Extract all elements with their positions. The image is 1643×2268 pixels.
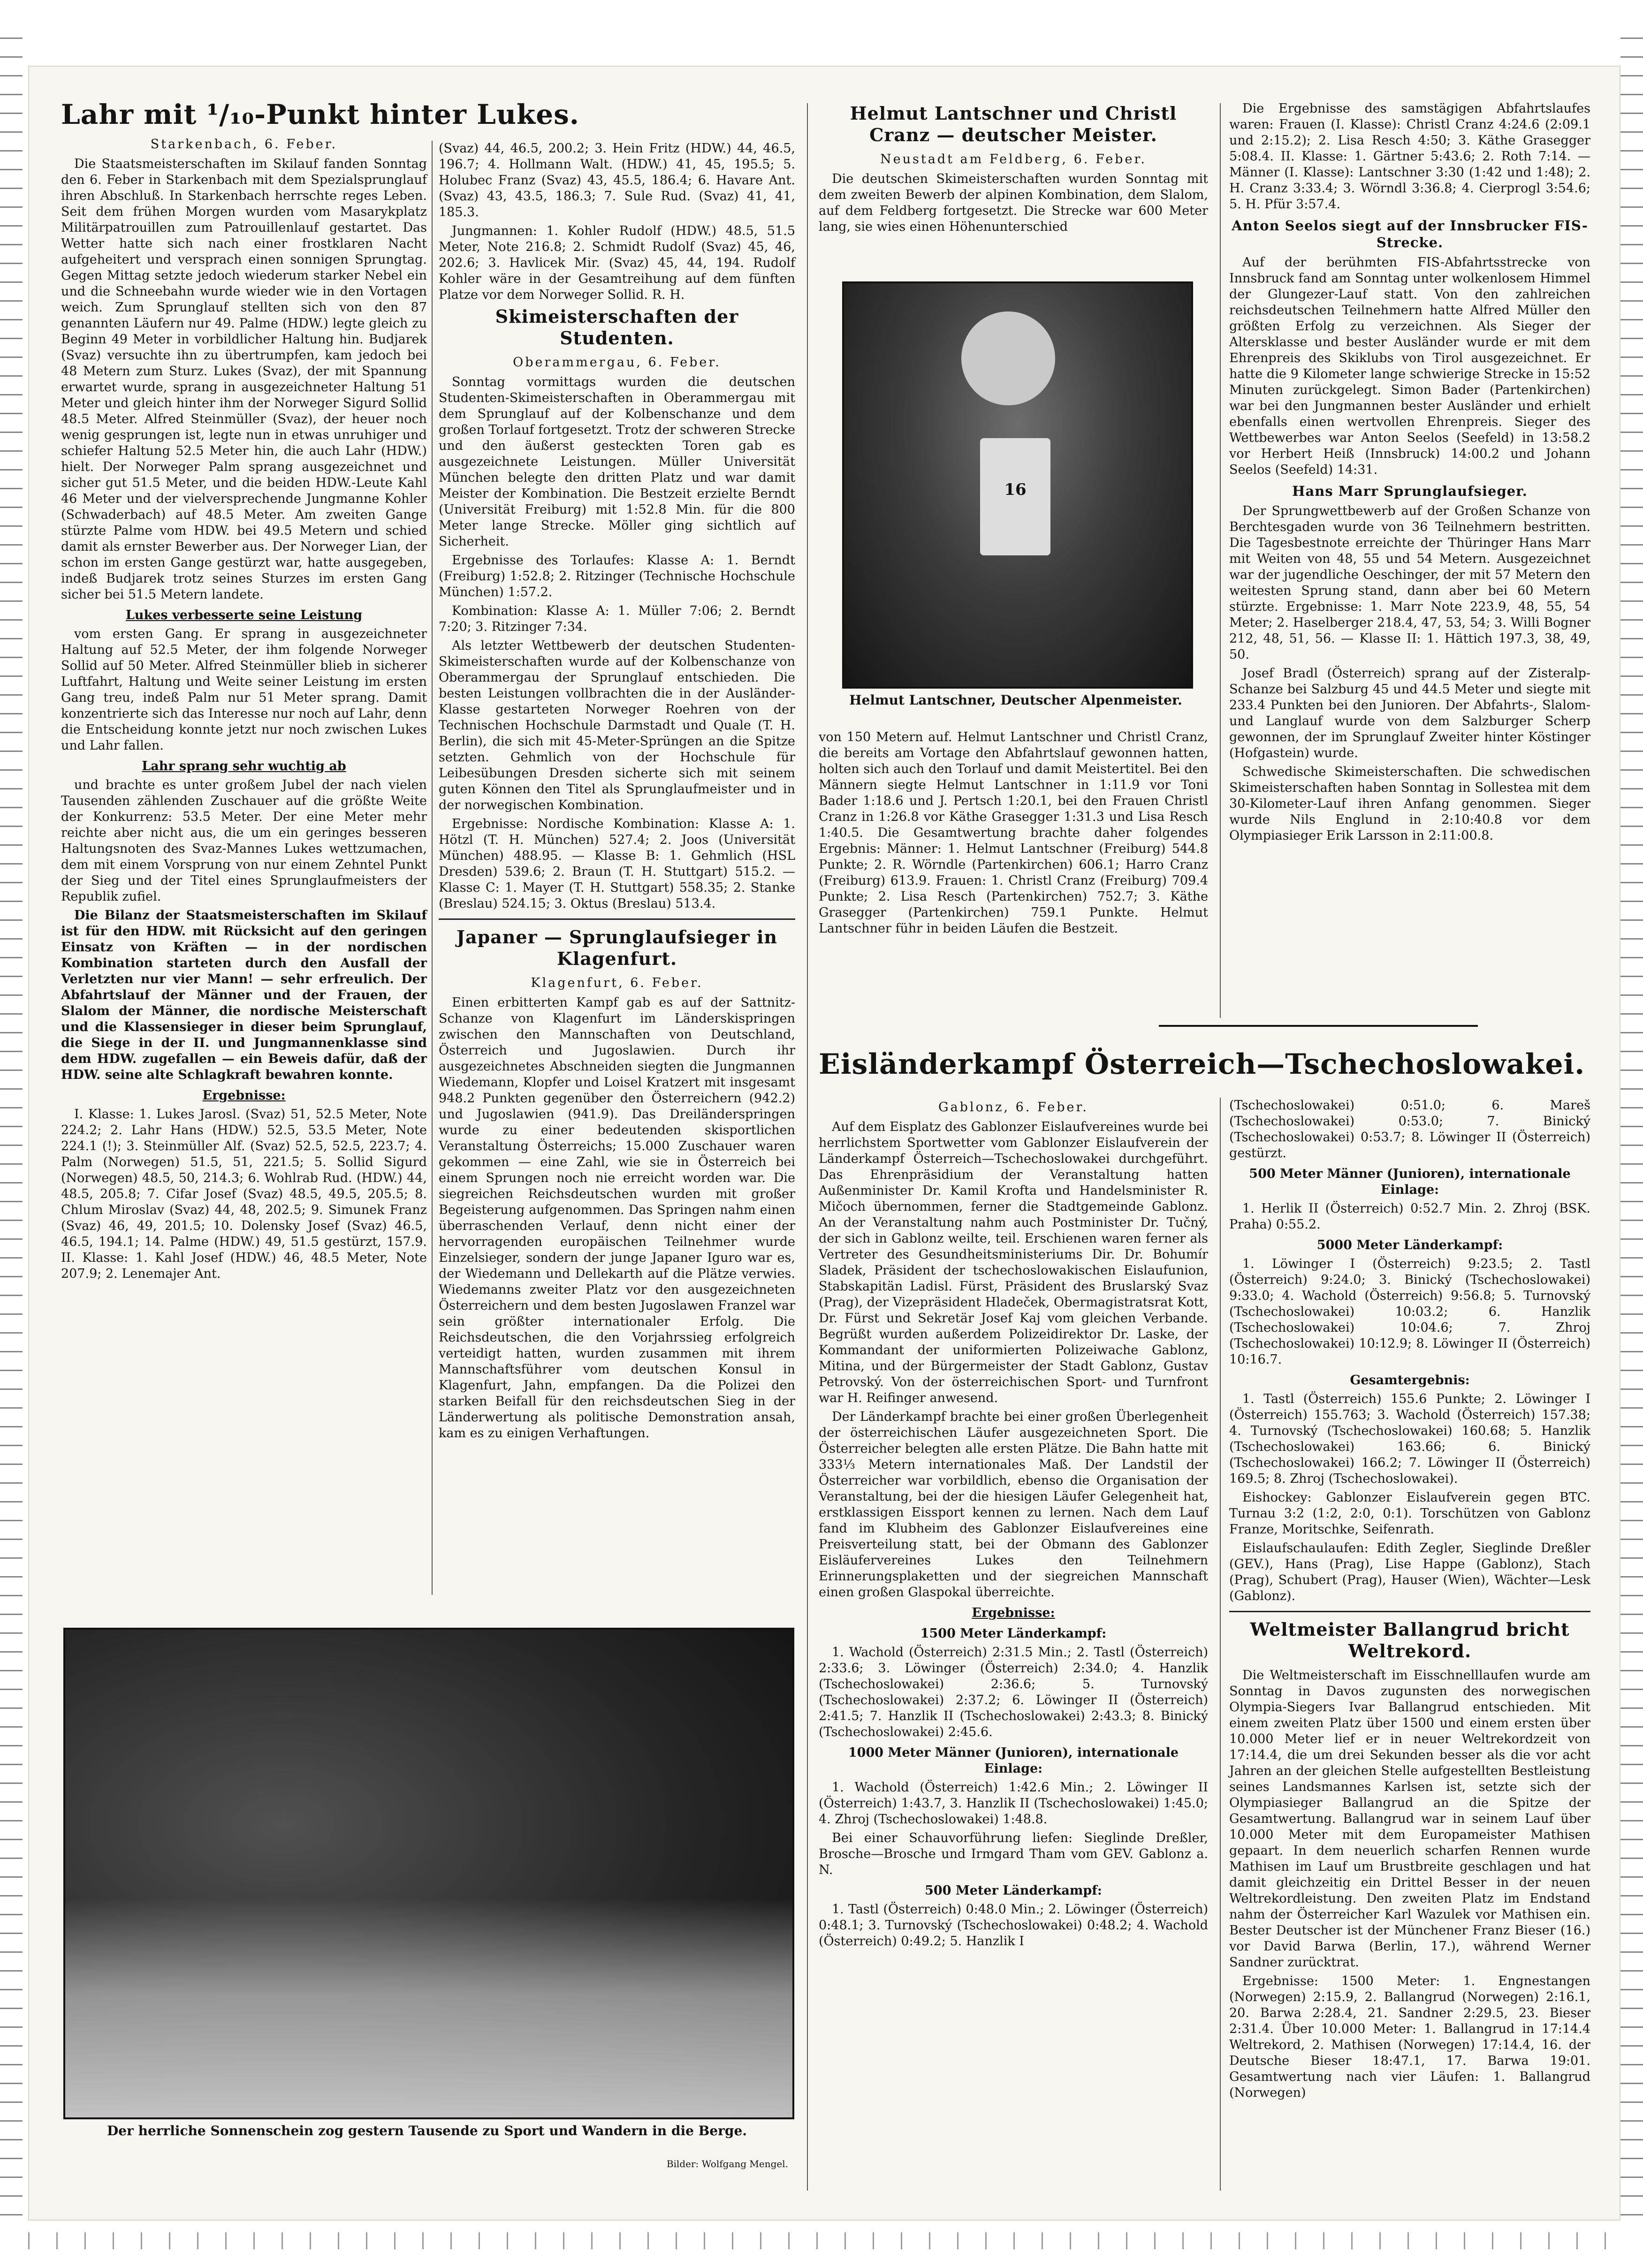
subhead-gesamt: Gesamtergebnis: xyxy=(1350,1373,1470,1388)
article-rule xyxy=(1229,1611,1590,1612)
article4-paragraph: Schwedische Skimeisterschaften. Die schwedischen Skimeisterschaften haben Sonntag in Sollestea mit dem 30-Kilometer-Lauf ihren Anfang genommen. Sieger wurde Nils Englund in 2:10:40.8 vor dem Olympiasieger Erik Larsson in 2:11:00.8. xyxy=(1229,765,1590,843)
dateline-klagenfurt: Klagenfurt, 6. Feber. xyxy=(531,976,703,990)
article4-paragraph: Die Ergebnisse des samstägigen Abfahrtslaufes waren: Frauen (I. Klasse): Christl Cranz 4:24.6 (2:09.1 und 2:15.2); 2. Lisa Resch 4:50; 3. Käthe Grasegger 5:08.4. II. Klasse: 1. Gärtner 5:43.6; 2. Roth 7:14. — Männer (I. Klasse): Lantschner 3:30 (1:42 und 1:48); 2. H. Cranz 3:33.4; 3. Wörndl 3:36.8; 4. Cierprogl 3:54.6; 5. H. Pfür 3:57.4. xyxy=(1229,101,1590,212)
scan-margin-bottom xyxy=(28,2232,1619,2249)
article6-results: 1. Löwinger I (Österreich) 9:23.5; 2. Tastl (Österreich) 9:24.0; 3. Binický (Tschechoslowakei) 9:33.0; 4. Wachold (Österreich) 9:56.8; 5. Turnovský (Tschechoslowakei) 10:03.2; 6. Hanzlik (Tschechoslowakei) 10:04.6; 7. Zhroj (Tschechoslowakei) 10:12.9; 8. Löwinger II (Österreich) 10:16.7. xyxy=(1229,1257,1590,1367)
article1-paragraph: und brachte es unter großem Jubel der nach vielen Tausenden zählenden Zuschauer auf die größte Weite der Konkurrenz: 53.5 Meter. Der eine Meter mehr reichte aber nicht aus, die um ein geringes besseren Haltungsnoten des Svaz-Mannes Lukes wettzumachen, dem mit einem Vorsprung von nur einem Zehntel Punkt der Sieg und der Titel eines Sprunglaufmeisters der Republik zufiel. xyxy=(61,778,427,904)
column-5 xyxy=(819,1098,1208,2214)
column-divider xyxy=(432,141,433,1595)
article5-results: 1. Wachold (Österreich) 1:42.6 Min.; 2. Löwinger II (Österreich) 1:43.7, 3. Hanzlik II (Tschechoslowakei) 1:45.0; 4. Zhroj (Tschechoslowakei) 1:48.8. xyxy=(819,1780,1208,1827)
bib-number xyxy=(980,438,1050,555)
subhead-1500m: 1500 Meter Länderkampf: xyxy=(920,1626,1107,1641)
article6-results: 1. Tastl (Österreich) 155.6 Punkte; 2. Löwinger I (Österreich) 155.763; 3. Wachold (Österreich) 157.38; 4. Turnovský (Tschechoslowakei) 160.68; 5. Hanzlik (Tschechoslowakei) 163.66; 6. Binický (Tschechoslowakei) 166.2; 7. Löwinger II (Österreich) 169.5; 8. Zhroj (Tschechoslowakei). xyxy=(1229,1392,1590,1486)
bib-number-text: 16 xyxy=(1004,480,1027,499)
headline-japaner: Japaner — Sprunglaufsieger in Klagenfurt. xyxy=(456,926,778,969)
article5-results: 1. Wachold (Österreich) 2:31.5 Min.; 2. Tastl (Österreich) 2:33.6; 3. Löwinger (Österreich) 2:34.0; 4. Hanzlik (Tschechoslowakei) 2:36.6; 5. Turnovský (Tschechoslowakei) 2:37.2; 6. Löwinger II (Österreich) 2:41.5; 7. Hanzlik II (Tschechoslowakei) 2:43.3; 8. Binický (Tschechoslowakei) 2:45.6. xyxy=(819,1645,1208,1739)
photo-lantschner xyxy=(842,281,1193,689)
article4-paragraph: Der Sprungwettbewerb auf der Großen Schanze von Berchtesgaden wurde von 36 Teilnehmern bestritten. Die Tagesbestnote erreichte der Thüringer Hans Marr mit Weiten von 48, 55 und 54 Metern. Ausgezeichnet war der jugendliche Oeschinger, der mit 57 Metern den weitesten Sprung stand, dann aber bei 60 Metern stürzte. Ergebnisse: 1. Marr Note 223.9, 48, 55, 54 Meter; 2. Haselberger 218.4, 47, 53, 54; 3. Willi Bogner 212, 48, 51, 56. — Klasse II: 1. Hättich 197.3, 38, 49, 50. xyxy=(1229,504,1590,662)
column-2 xyxy=(439,141,795,1609)
column-4 xyxy=(1229,101,1590,1016)
headline-lahr: Lahr mit ¹/₁₀-Punkt hinter Lukes. xyxy=(61,99,579,130)
article2-paragraph: Ergebnisse des Torlaufes: Klasse A: 1. Berndt (Freiburg) 1:52.8; 2. Ritzinger (Technische Hochschule München) 1:57.2. xyxy=(439,553,795,599)
results-title: Ergebnisse: xyxy=(202,1088,286,1103)
dateline-gablonz: Gablonz, 6. Feber. xyxy=(938,1100,1088,1115)
column-divider xyxy=(1220,1098,1221,2191)
column-3-continued xyxy=(819,729,1208,1025)
article4-paragraph: Auf der berühmten FIS-Abfahrtsstrecke von Innsbruck fand am Sonntag unter wolkenlosem Himmel der Glungezer-Lauf statt. Von den zahlreichen reichsdeutschen Teilnehmern hatte Alfred Müller den größten Erfolg zu verzeichnen. Als Sieger der Altersklasse und bester Ausländer wurde er mit dem Ehrenpreis des Skiklubs von Tirol ausgezeichnet. Er hatte die 9 Kilometer lange schwierige Strecke in 15:52 Minuten zurückgelegt. Simon Bader (Partenkirchen) war bei den Jungmannen bester Ausländer und erhielt ebenfalls einen wertvollen Ehrenpreis. Sieger des Wettbewerbes war Anton Seelos (Seefeld) in 13:58.2 vor Herbert Heiß (Innsbruck) 14:00.2 und Johann Seelos (Seefeld) 14:31. xyxy=(1229,255,1590,477)
headline-eislaenderkampf: Eisländerkampf Österreich—Tschechoslowakei. xyxy=(819,1048,1585,1081)
photo-caption-left: Der herrliche Sonnenschein zog gestern Tausende zu Sport und Wandern in die Berge. xyxy=(106,2123,747,2139)
article6-results: Ergebnisse: 1500 Meter: 1. Engnestangen (Norwegen) 2:15.9, 2. Ballangrud (Norwegen) 2:16.1, 20. Barwa 2:28.4, 21. Sandner 2:29.5, 23. Bieser 2:31.4. Über 10.000 Meter: 1. Ballangrud in 17:14.4 Weltrekord, 2. Mathisen (Norwegen) 17:14.4, 16. der Deutsche Bieser 18:47.1, 17. Barwa 19:01. Gesamtwertung nach vier Läufen: 1. Ballangrud (Norwegen) xyxy=(1229,1974,1590,2100)
column-6 xyxy=(1229,1098,1590,2214)
article1-results: I. Klasse: 1. Lukes Jarosl. (Svaz) 51, 52.5 Meter, Note 224.2; 2. Lahr Hans (HDW.) 52.5, 53.5 Meter, Note 224.1 (!); 3. Steinmüller Alf. (Svaz) 52.5, 52.5, 223.7; 4. Palm (Norwegen) 51.5, 51, 221.5; 5. Sollid Sigurd (Norwegen) 48.5, 50, 214.3; 6. Wohlrab Rud. (HDW.) 44, 48.5, 205.8; 7. Cifar Josef (Svaz) 48.5, 49.5, 205.5; 8. Chlum Miroslav (Svaz) 44, 48, 202.5; 9. Simunek Franz (Svaz) 46, 49, 201.5; 10. Dolensky Josef (Svaz) 46.5, 46.5, 194.1; 14. Palme (HDW.) 49, 51.5 gestürzt, 157.9. II. Klasse: 1. Kahl Josef (HDW.) 46, 48.5 Meter, Note 207.9; 2. Lenemajer Ant. xyxy=(61,1107,427,1281)
article2-paragraph: (Svaz) 44, 46.5, 200.2; 3. Hein Fritz (HDW.) 44, 46.5, 196.7; 4. Hollmann Walt. (HDW.) 41, 45, 195.5; 5. Holubec Franz (Svaz) 43, 45.5, 186.4; 6. Havare Ant. (Svaz) 43, 43.5, 186.3; 7. Sule Rud. (Svaz) 41, 41, 185.3. xyxy=(439,141,795,220)
subhead-5000m: 5000 Meter Länderkampf: xyxy=(1316,1238,1503,1252)
article2-paragraph: Ergebnisse: Nordische Kombination: Klasse A: 1. Hötzl (T. H. München) 527.4; 2. Joos (Universität München) 488.95. — Klasse B: 1. Gehmlich (HSL Dresden) 539.6; 2. Braun (T. H. Stuttgart) 515.2. — Klasse C: 1. Mayer (T. H. Stuttgart) 558.35; 2. Stanke (Breslau) 524.15; 3. Oktus (Breslau) 513.4. xyxy=(439,817,795,911)
headline-marr: Hans Marr Sprunglaufsieger. xyxy=(1292,483,1528,499)
results-title: Ergebnisse: xyxy=(972,1606,1055,1620)
column-1 xyxy=(61,96,579,1607)
photo-caption-lantschner: Helmut Lantschner, Deutscher Alpenmeister. xyxy=(849,692,1182,708)
article2-paragraph: Sonntag vormittags wurden die deutschen Studenten-Skimeisterschaften in Oberammergau mit dem Sprunglauf auf der Kolbenschanze und dem großen Torlauf fortgesetzt. Trotz der schweren Strecke und den äußerst gesteckten Toren gab es ausgezeichnete Leistungen. Müller Universität München belegte den dritten Platz und war damit Meister der Kombination. Die Bestzeit erzielte Berndt (Universität Freiburg) mit 1:52.8 Min. für die 800 Meter lange Strecke. Möller ging sichtlich auf Sicherheit. xyxy=(439,375,795,549)
scan-margin-right xyxy=(1620,38,1643,2219)
dateline-oberammergau: Oberammergau, 6. Feber. xyxy=(513,355,721,370)
section-rule xyxy=(1159,1025,1478,1027)
headline-studenten: Skimeisterschaften der Studenten. xyxy=(495,306,739,349)
article5-paragraph: Auf dem Eisplatz des Gablonzer Eislaufvereines wurde bei herrlichstem Sportwetter vom Gablonzer Eislaufverein der Länderkampf Österreich—Tschechoslowakei durchgeführt. Das Ehrenpräsidium der Veranstaltung hatten Außenminister Dr. Kamil Krofta und Handelsminister R. Mičoch übernommen, ferner die Stadtgemeinde Gablonz. An der Veranstaltung nahm auch Postminister Dr. Tučný, der sich in Gablonz weilte, teil. Erschienen waren ferner als Vertreter des Gesundheitsministeriums Dir. Dr. Bohumír Sladek, Präsident der tschechoslowakischen Eislaufunion, Stabskapitän Ladisl. Fürst, Präsident des Bruslarský Svaz (Prag), der Vizepräsident Hladeček, Obermagistratsrat Kott, Dr. Fürst und Sekretär Josef Kaj vom gleichen Verbande. Begrüßt wurden außerdem Polizeidirektor Dr. Laske, der Kommandant der uniformierten Polizeiwache Gablonz, Mitina, und der Bürgermeister der Stadt Gablonz, Gustav Petrovský. Von der österreichischen Sport- und Turnfront war H. Reifinger anwesend. xyxy=(819,1120,1208,1405)
article2-paragraph: Kombination: Klasse A: 1. Müller 7:06; 2. Berndt 7:20; 3. Ritzinger 7:34. xyxy=(439,604,795,634)
photo-credit: Bilder: Wolfgang Mengel. xyxy=(666,2158,788,2169)
column-divider xyxy=(1220,103,1221,1018)
article6-paragraph: (Tschechoslowakei) 0:51.0; 6. Mareš (Tschechoslowakei) 0:53.0; 7. Binický (Tschechoslowakei) 0:53.7; 8. Löwinger II (Österreich) gestürzt. xyxy=(1229,1098,1590,1161)
subhead-lahr: Lahr sprang sehr wuchtig ab xyxy=(142,759,346,774)
headline-lantschner: Helmut Lantschner und Christl Cranz — deutscher Meister. xyxy=(850,103,1177,145)
column-divider xyxy=(807,103,808,2191)
subhead-lukes: Lukes verbesserte seine Leistung xyxy=(125,608,363,622)
article5-results: 1. Tastl (Österreich) 0:48.0 Min.; 2. Löwinger (Österreich) 0:48.1; 3. Turnovský (Tschechoslowakei) 0:48.2; 4. Wachold (Österreich) 0:49.2; 5. Hanzlik I xyxy=(819,1902,1208,1949)
article3-paragraph: von 150 Metern auf. Helmut Lantschner und Christl Cranz, die bereits am Vortage den Abfahrtslauf gewonnen hatten, holten sich auch den Torlauf und damit Meistertitel. Bei den Männern siegte Helmut Lantschner in 1:11.9 vor Toni Bader 1:18.6 und J. Pertsch 1:20.1, bei den Frauen Christl Cranz in 1:26.8 vor Käthe Grasegger 1:31.3 und Lisa Resch 1:40.5. Die Gesamtwertung brachte daher folgendes Ergebnis: Männer: 1. Helmut Lantschner (Freiburg) 544.8 Punkte; 2. R. Wörndle (Partenkirchen) 606.1; Harro Cranz (Freiburg) 613.9. Frauen: 1. Christl Cranz (Freiburg) 709.4 Punkte; 2. Lisa Resch (Partenkirchen) 752.7; 3. Käthe Grasegger (Partenkirchen) 759.1 Punkte. Helmut Lantschner führ in beiden Läufen die Bestzeit. xyxy=(819,730,1208,936)
skier-head xyxy=(961,311,1055,405)
subhead-1000m: 1000 Meter Männer (Junioren), internationale Einlage: xyxy=(848,1745,1179,1776)
subhead-500m-junioren: 500 Meter Männer (Junioren), internationale Einlage: xyxy=(1249,1167,1571,1197)
article2-paragraph: Einen erbitterten Kampf gab es auf der Sattnitz-Schanze von Klagenfurt im Länderskispringen zwischen den Mannschaften von Deutschland, Österreich und Jugoslawien. Durch ihr ausgezeichnetes Abschneiden siegten die Jungmannen Wiedemann, Klopfer und Loisel Kratzert mit insgesamt 948.2 Punkten gegenüber den Österreichern (942.2) und Jugoslawien (941.9). Das Dreiländerspringen wurde zu einer bedeutenden skisportlichen Veranstaltung Österreichs; 15.000 Zuschauer waren gekommen — eine Zahl, wie sie in Österreich bei einem Sprungen noch nie erreicht worden war. Die siegreichen Reichsdeutschen wurden mit großer Begeisterung aufgenommen. Das Springen nahm einen überraschenden Verlauf, denn nicht einer der hervorragenden europäischen Teilnehmer wurde Einzelsieger, sondern der junge Japaner Iguro war es, der Wiedemann und Dellekarth auf die Plätze verwies. Wiedemanns zweiter Platz vor den ausgezeichneten Österreichern und dem besten Jugoslawen Franzel war sein größter internationaler Erfolg. Die Reichsdeutschen, die den Vorjahrssieg erfolgreich verteidigt hatten, wurden zusammen mit ihrem Mannschaftsführer vom deutschen Konsul in Klagenfurt, Jahn, empfangen. Da die Polizei den starken Beifall für den reichsdeutschen Sieg in der Länderwertung als politische Demonstration ansah, kam es zu einigen Verhaftungen. xyxy=(439,995,795,1441)
headline-seelos: Anton Seelos siegt auf der Innsbrucker FIS-Strecke. xyxy=(1232,218,1588,250)
dateline-starkenbach: Starkenbach, 6. Feber. xyxy=(150,137,338,152)
dateline-neustadt: Neustadt am Feldberg, 6. Feber. xyxy=(880,152,1147,167)
article6-paragraph: Die Weltmeisterschaft im Eisschnelllaufen wurde am Sonntag in Davos zugunsten des norwegischen Olympia-Siegers Ivar Ballangrud entschieden. Mit einem zweiten Platz über 1500 und einem ersten über 10.000 Meter lief er in neuer Weltrekordzeit von 17:14.4, die um drei Sekunden besser als die vor acht Jahren an der gleichen Stelle aufgestellten Bestleistung seines Landsmannes Karlsen ist, setzte sich der Olympiasieger Ballangrud an die Spitze der Gesamtwertung. Ballangrud war in seinem Lauf über 10.000 Meter mit dem Europameister Mathisen gepaart. In dem neuerlich scharfen Rennen wurde Mathisen im Lauf um Brustbreite geschlagen und hat damit gleichzeitig ein Drittel Besser in der neuen Weltrekordleistung. Den zweiten Platz im Endstand nahm der Österreicher Karl Wazulek vor Mathisen ein. Bester Deutscher ist der Münchener Franz Bieser (16.) vor David Barwa (Berlin, 17.), während Werner Sandner zurücktrat. xyxy=(1229,1668,1590,1970)
article5-paragraph: Bei einer Schauvorführung liefen: Sieglinde Dreßler, Brosche—Brosche und Irmgard Tham vom GEV. Gablonz a. N. xyxy=(819,1831,1208,1877)
article6-paragraph: Eislaufschaulaufen: Edith Zegler, Sieglinde Dreßler (GEV.), Hans (Prag), Lise Happe (Gablonz), Stach (Prag), Schubert (Prag), Hauser (Wien), Wächter—Lesk (Gablonz). xyxy=(1229,1541,1590,1603)
headline-ballangrud: Weltmeister Ballangrud bricht Weltrekord. xyxy=(1250,1619,1570,1661)
subhead-500m: 500 Meter Länderkampf: xyxy=(925,1883,1102,1898)
article-rule xyxy=(439,918,795,920)
article5-paragraph: Der Länderkampf brachte bei einer großen Überlegenheit der österreichischen Läufer ausgezeichneten Sport. Die Österreicher belegten alle ersten Plätze. Die Bahn hatte mit 333⅓ Metern internationales Maß. Der Landstil der Österreicher war vorbildlich, ebenso die Organisation der Veranstaltung, bei der die hiesigen Läufer Gelegenheit hat, erstklassigen Eissport kennen zu lernen. Nach dem Lauf fand im Klubheim des Gablonzer Eislaufvereines eine Preisverteilung statt, bei der Obmann des Gablonzer Eisläufervereines Lukes den Teilnehmern Erinnerungsplaketten und der siegreichen Mannschaft einen großen Glaspokal überreichte. xyxy=(819,1410,1208,1600)
article4-paragraph: Josef Bradl (Österreich) sprang auf der Zisteralp-Schanze bei Salzburg 45 und 44.5 Meter und siegte mit 233.4 Punkten bei den Junioren. Der Abfahrts-, Slalom- und Langlauf wurde von dem Salzburger Scherp gewonnen, der im Sprunglauf Zweiter hinter Köstinger (Hofgastein) wurde. xyxy=(1229,666,1590,760)
photo-skiers-winter xyxy=(63,1628,794,2119)
scan-margin-left xyxy=(0,38,23,2219)
article1-summary: Die Bilanz der Staatsmeisterschaften im Skilauf ist für den HDW. mit Rücksicht auf den geringen Einsatz von Kräften — in der nordischen Kombination starteten durch den Ausfall der Verletzten nur vier Mann! — sehr erfreulich. Der Abfahrtslauf der Männer und der Frauen, der Slalom der Männer, die nordische Meisterschaft und die Klassensieger in dieser beim Sprunglauf, die Siege in der II. und Jungmannenklasse sind dem HDW. zugefallen — ein Beweis dafür, daß der HDW. seine alte Schlagkraft bewahren konnte. xyxy=(61,908,427,1082)
article6-paragraph: Eishockey: Gablonzer Eislaufverein gegen BTC. Turnau 3:2 (1:2, 2:0, 0:1). Torschützen von Gablonz Franze, Moritschke, Seifenrath. xyxy=(1229,1490,1590,1537)
article6-results: 1. Herlik II (Österreich) 0:52.7 Min. 2. Zhroj (BSK. Praha) 0:55.2. xyxy=(1229,1201,1590,1232)
article3-paragraph: Die deutschen Skimeisterschaften wurden Sonntag mit dem zweiten Bewerb der alpinen Kombination, dem Slalom, auf dem Feldberg fortgesetzt. Die Strecke war 600 Meter lang, sie wies einen Höhenunterschied xyxy=(819,172,1208,234)
article1-paragraph: vom ersten Gang. Er sprang in ausgezeichneter Haltung auf 52.5 Meter, der ihm folgende Norweger Sollid auf 50 Meter. Alfred Steinmüller blieb in sicherer Luftfahrt, Haltung und Weite seiner Leistung im ersten Gang treu, indeß Palm nur 51 Meter sprang. Damit konzentrierte sich das Interesse nur noch auf Lahr, denn die Entscheidung konnte jetzt nur noch zwischen Lukes und Lahr fallen. xyxy=(61,627,427,753)
article2-paragraph: Jungmannen: 1. Kohler Rudolf (HDW.) 48.5, 51.5 Meter, Note 216.8; 2. Schmidt Rudolf (Svaz) 45, 46, 202.6; 3. Havlicek Mir. (Svaz) 45, 44, 194. Rudolf Kohler wäre in der Gesamtreihung auf dem fünften Platze vor dem Norweger Sollid. R. H. xyxy=(439,224,795,302)
article1-paragraph: Die Staatsmeisterschaften im Skilauf fanden Sonntag den 6. Feber in Starkenbach mit dem Spezialsprunglauf ihren Abschluß. In Starkenbach herrschte reges Leben. Seit dem frühen Morgen wurden vom Masarykplatz Militärpatrouillen zum Patrouillenlauf gestartet. Das Wetter hatte sich nach einer frostklaren Nacht aufgeheitert und versprach einen sonnigen Sprungtag. Gegen Mittag setzte jedoch wiederum starker Nebel ein und die Schneebahn wurde wieder wie in den Vortagen weich. Zum Sprunglauf stellten sich von den 87 genannten Läufern nur 49. Palme (HDW.) legte gleich zu Beginn 49 Meter in vorbildlicher Haltung hin. Budjarek (Svaz) versuchte ihn zu übertrumpfen, kam jedoch bei 48 Metern zum Sturz. Lukes (Svaz), der mit Spannung erwartet wurde, sprang in ausgezeichneter Haltung 51 Meter und gleich hinter ihm der Norweger Sigurd Sollid 48.5 Meter. Alfred Steinmüller (Svaz), der heuer noch wenig gesprungen ist, legte nun in etwas unruhiger und schiefer Haltung 52.5 Meter hin, die auch Lahr (HDW.) hielt. Der Norweger Palm sprang ausgezeichnet und sicher gut 51.5 Meter, und die beiden HDW.-Leute Kahl 46 Meter und der vielversprechende Jungmanne Kohler (Schwaderbach) auf 48.5 Meter. Am zweiten Gange stürzte Palme vom HDW. bei 49.5 Metern und schied damit als ernster Bewerber aus. Der Norweger Lian, der schon im ersten Gange gestürzt war, hatte ausgegeben, indeß Budjarek trotz seines Sturzes im ersten Gang sicher bei 51.5 Metern landete. xyxy=(61,157,427,602)
article2-paragraph: Als letzter Wettbewerb der deutschen Studenten-Skimeisterschaften wurde auf der Kolbenschanze von Oberammergau der Sprunglauf entschieden. Die besten Leistungen vollbrachten die in der Ausländer-Klasse gestarteten Norweger Roehren von der Technischen Hochschule Darmstadt und Quale (T. H. Berlin), die sich mit 45-Meter-Sprüngen an die Spitze setzten. Gehmlich von der Hochschule für Leibesübungen Dresden sicherte sich mit seinem guten Können den Titel als Sprunglaufmeister und in der norwegischen Kombination. xyxy=(439,638,795,812)
